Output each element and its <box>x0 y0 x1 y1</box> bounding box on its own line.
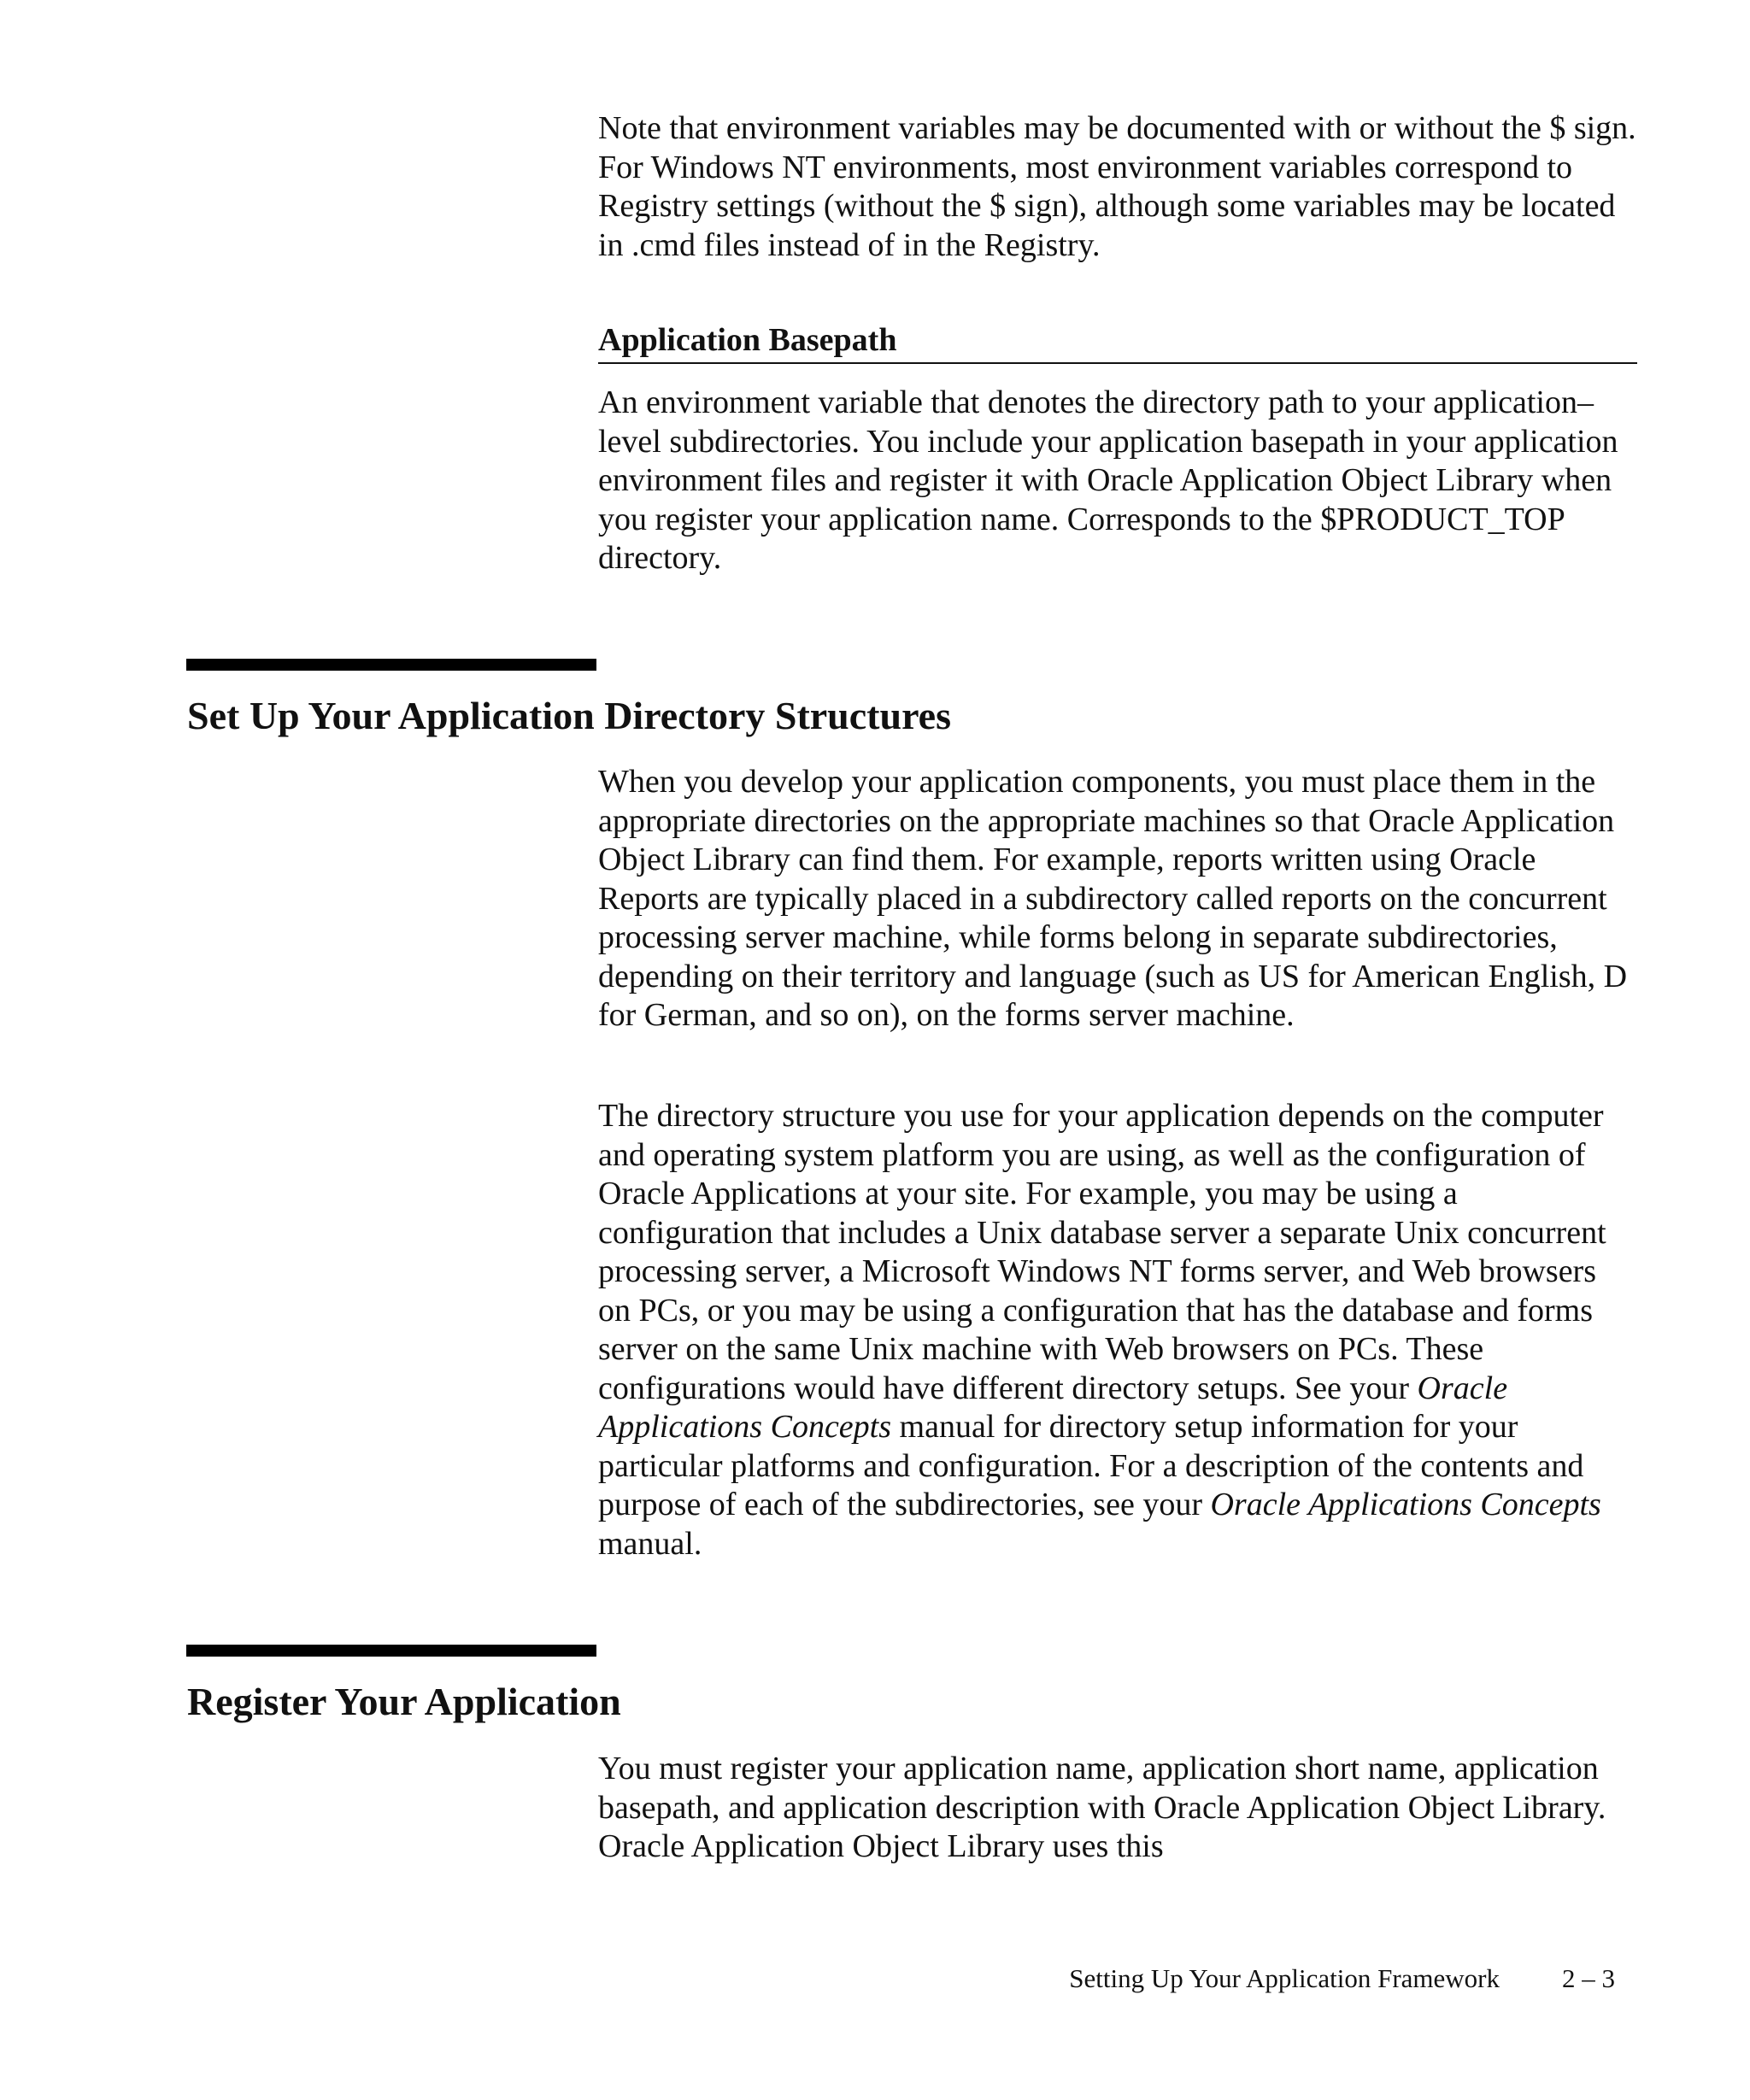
footer-chapter-title: Setting Up Your Application Framework <box>1069 1963 1500 1993</box>
section-heading-directory-structures: Set Up Your Application Directory Structures <box>187 694 951 737</box>
intro-note-block <box>598 109 1636 265</box>
para2-text-b: manual for directory setup information for your particular platforms and configuration. For a description of the contents and purpose of each of the subdirectories, see your <box>598 1409 1584 1522</box>
term-definition-paragraph: An environment variable that denotes the directory path to your application–level subdirectories. You include your application basepath in your application environment files and register it with Oracle Application Object Library when you register your application name. Corresponds to the $PRODUCT_TOP directory. <box>598 384 1618 576</box>
term-heading: Application Basepath <box>598 322 897 358</box>
page-footer <box>940 1962 1615 1996</box>
footer-page-number: 2 – 3 <box>1562 1963 1615 1993</box>
term-definition-block <box>598 384 1636 578</box>
intro-note-paragraph: Note that environment variables may be documented with or without the $ sign. For Windows NT environments, most environment variables correspond to Registry settings (without the $ sign), although some variables may be located in .cmd files instead of in the Registry. <box>598 110 1636 263</box>
section1-paragraph-1: When you develop your application components, you must place them in the appropriate directories on the appropriate machines so that Oracle Application Object Library can find them. For example, reports written using Oracle Reports are typically placed in a subdirectory called reports on the concurrent processing server machine, while forms belong in separate subdirectories, depending on their territory and language (such as US for American English, D for German, and so on), on the forms server machine. <box>598 764 1628 1033</box>
section-rule <box>186 659 596 671</box>
section-heading-register-application: Register Your Application <box>187 1680 621 1723</box>
concepts-manual-reference: Oracle Applications Concepts <box>598 1370 1508 1445</box>
section-rule <box>186 1645 596 1657</box>
para2-text-c: manual. <box>598 1525 702 1562</box>
section2-paragraph-1: You must register your application name, application short name, application basepath, and application description with Oracle Application Object Library. Oracle Application Object Library uses this <box>598 1751 1606 1864</box>
section1-paragraph-2 <box>598 1097 1636 1563</box>
para2-text-a: The directory structure you use for your application depends on the computer and operating system platform you are using, as well as the configuration of Oracle Applications at your site. For example, you may be using a configuration that includes a Unix database server a separate Unix concurrent processing server, a Microsoft Windows NT forms server, and Web browsers on PCs, or you may be using a configuration that has the database and forms server on the same Unix machine with Web browsers on PCs. These configurations would have different directory setups. See your <box>598 1098 1606 1406</box>
concepts-manual-reference: Oracle Applications Concepts <box>1210 1487 1601 1522</box>
section1-para1-block <box>598 763 1636 1035</box>
section2-para1-block <box>598 1750 1636 1867</box>
term-heading-bar <box>598 321 1637 364</box>
section1-para2-block <box>598 1097 1636 1563</box>
